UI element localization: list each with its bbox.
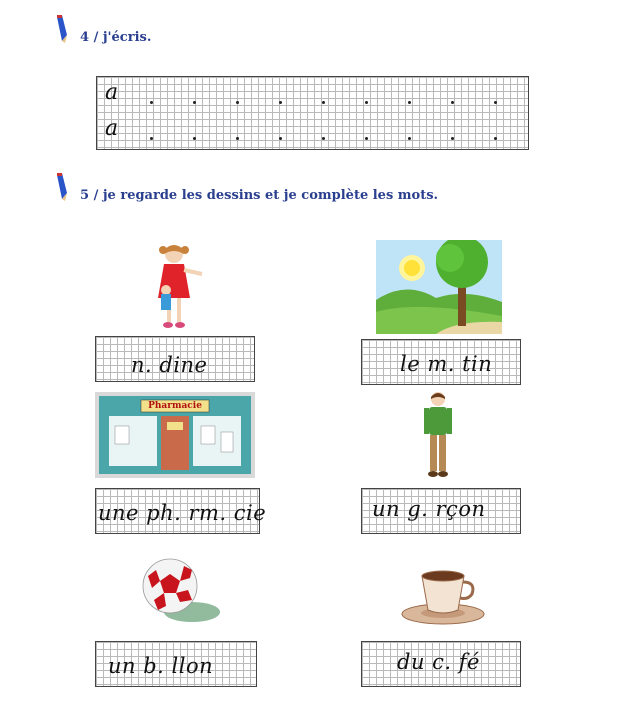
soccer-ball-illustration xyxy=(140,556,222,626)
section-5-heading: 5 / je regarde les dessins et je complète les mots. xyxy=(80,188,439,203)
word-text: une ph. rm. cie xyxy=(98,501,267,525)
word-box xyxy=(361,488,521,534)
pencil-icon xyxy=(55,15,69,43)
pharmacy-storefront-illustration xyxy=(95,392,255,478)
practice-letter: a xyxy=(105,80,119,105)
practice-letter: a xyxy=(105,116,119,141)
word-box xyxy=(95,488,267,534)
word-text: un b. llon xyxy=(108,654,214,678)
word-box xyxy=(361,641,521,687)
practice-grid xyxy=(96,76,529,150)
word-text: un g. rçon xyxy=(372,497,486,521)
word-box xyxy=(95,336,255,382)
girl-with-doll-illustration xyxy=(150,242,210,332)
word-box xyxy=(95,641,257,687)
pencil-icon xyxy=(55,173,69,201)
practice-row-2 xyxy=(97,113,528,149)
pharmacy-sign: Pharmacie xyxy=(148,401,202,411)
sunny-landscape-illustration xyxy=(376,240,502,334)
coffee-cup-illustration xyxy=(400,566,486,626)
word-text: du c. fé xyxy=(397,650,480,674)
word-text: le m. tin xyxy=(400,352,493,376)
section-4-heading: 4 / j'écris. xyxy=(80,30,152,45)
boy-standing-illustration xyxy=(418,390,458,480)
word-box xyxy=(361,339,521,385)
word-text: n. dine xyxy=(131,353,208,377)
practice-row-1 xyxy=(97,77,528,113)
